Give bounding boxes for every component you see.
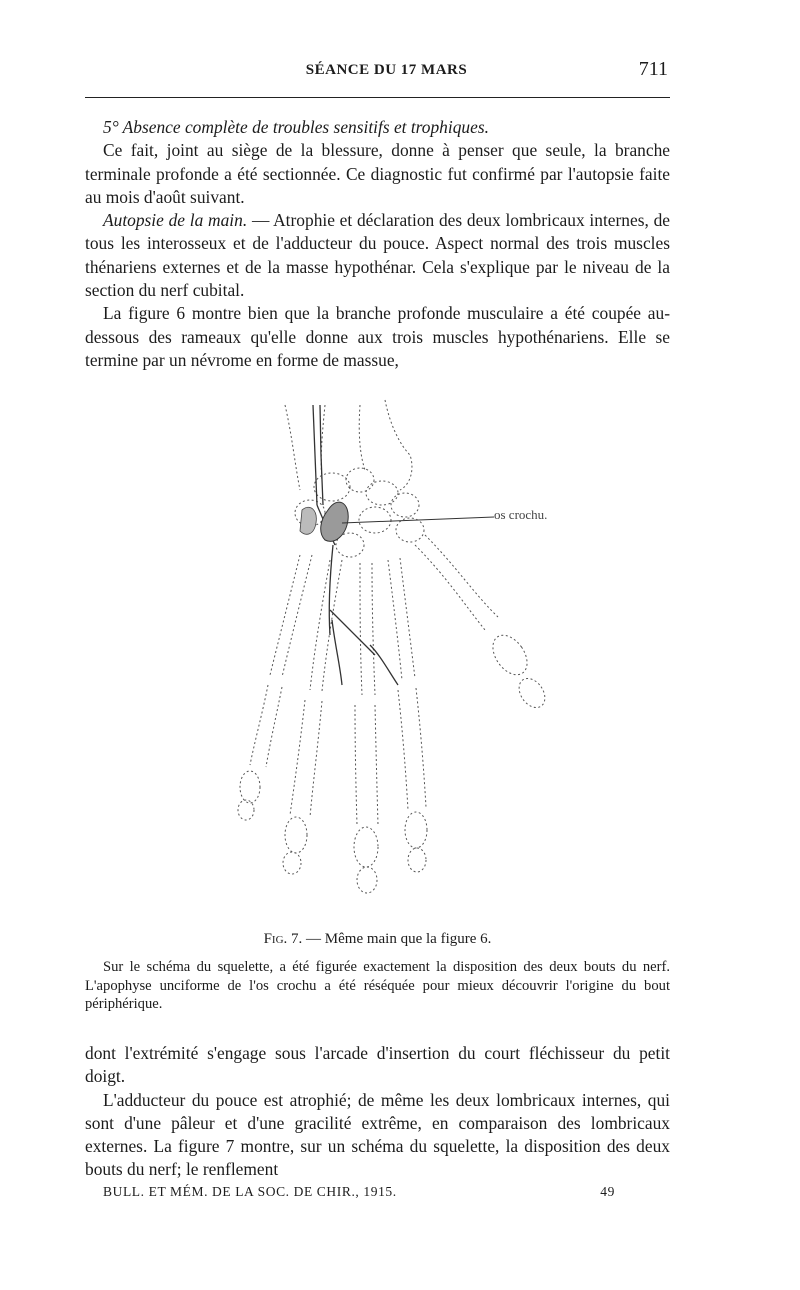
- body-text-top: [85, 116, 670, 372]
- figure-label-os-crochu: os crochu.: [494, 507, 548, 522]
- figure-caption-paragraph: Sur le schéma du squelette, a été figurée exactement la disposition des deux bouts du nerf. L'apophyse unciforme de l'os crochu a été réséquée pour mieux découvrir l'origine du bout périphérique.: [85, 959, 670, 1012]
- running-title: SÉANCE DU 17 MARS: [305, 62, 468, 78]
- hand-skeleton-figure: [210, 395, 580, 915]
- figure-caption-body: [85, 958, 670, 1014]
- journal-reference: BULL. ET MÉM. DE LA SOC. DE CHIR., 1915.: [103, 1184, 397, 1199]
- paragraph-adductor: L'adducteur du pouce est atrophié; de même les deux lombricaux internes, qui sont d'une pâleur et d'une gracilité extrême, en comparaison des lombricaux externes. La figure 7 montre, sur un schéma du squelette, la disposition des deux bouts du nerf; le renflement: [85, 1089, 670, 1180]
- running-header: [103, 58, 670, 88]
- figure-number: Fig. 7.: [263, 931, 303, 947]
- header-rule: [85, 97, 670, 98]
- paragraph-figure-6: La figure 6 montre bien que la branche profonde musculaire a été coupée au-dessous des rameaux qu'elle donne aux trois muscles hypothénariens. Elle se termine par un névrome en forme de massue,: [85, 303, 670, 370]
- figure-caption-title: [85, 931, 670, 948]
- paragraph-autopsy: [85, 209, 670, 302]
- paragraph-diagnosis: Ce fait, joint au siège de la blessure, donne à penser que seule, la branche terminale profonde a été sectionnée. Ce diagnostic fut confirmé par l'autopsie faite au mois d'août suivant.: [85, 140, 670, 207]
- hand-skeleton-drawing: [210, 395, 580, 915]
- page-number: 711: [638, 58, 668, 80]
- os-crochu-shape: [321, 502, 349, 541]
- autopsy-text: — Atrophie et déclaration des deux lombricaux internes, de tous les interosseux et de l'adducteur du pouce. Aspect normal des trois muscles thénariens externes et de la masse hypothénar. Cela s'explique par le niveau de la section du nerf cubital.: [85, 210, 670, 301]
- autopsy-heading: Autopsie de la main.: [103, 210, 248, 231]
- figure-caption-text: — Même main que la figure 6.: [302, 931, 492, 947]
- body-text-bottom: [85, 1042, 670, 1182]
- signature-mark: 49: [600, 1184, 615, 1199]
- paragraph-continuation: dont l'extrémité s'engage sous l'arcade d'insertion du court fléchisseur du petit doigt.: [85, 1043, 670, 1087]
- page-footer: [103, 1184, 670, 1208]
- paragraph-observation-5: 5° Absence complète de troubles sensitifs et trophiques.: [103, 117, 489, 137]
